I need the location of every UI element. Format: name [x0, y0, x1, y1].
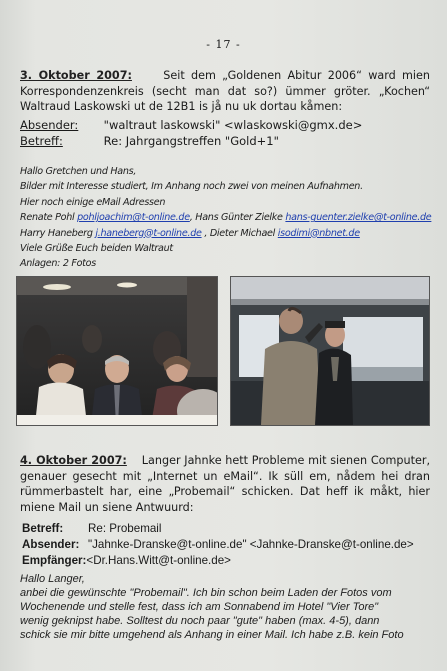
address-name: , Hans Günter Zielke [189, 212, 286, 224]
mail-1-line-2: Hier noch einige eMail Adressen [20, 196, 166, 208]
page-number: - 17 - [206, 38, 241, 51]
entry-2-paragraph [20, 453, 430, 515]
entry-1-sender-line [20, 117, 362, 133]
mail-2-line-2: Wochenende und stelle fest, dass ich am Sonnabend im Hotel "Vier Tore" [20, 601, 379, 613]
photo-men-on-boat-image [231, 277, 429, 425]
email-link[interactable]: isodimi@nbnet.de [277, 227, 360, 239]
recipient-value: <Dr.Hans.Witt@t-online.de> [86, 554, 231, 567]
photo-group-at-table-image [17, 277, 217, 425]
sender-value: "waltraut laskowski" <wlaskowski@gmx.de> [103, 118, 363, 132]
mail-1-greeting: Hallo Gretchen und Hans, [20, 166, 137, 177]
sender-value: "Jahnke-Dranske@t-online.de" <Jahnke-Dranske@t-online.de> [88, 538, 414, 551]
entry-1-paragraph [20, 68, 430, 115]
mail-1-line-1: Bilder mit Interesse studiert, Im Anhang noch zwei von meinen Aufnahmen. [20, 181, 363, 193]
sender-label: Absender: [22, 538, 80, 551]
entry-1-date: 3. Oktober 2007: [20, 69, 132, 82]
entry-2-date: 4. Oktober 2007: [20, 454, 127, 467]
address-name: Harry Haneberg [20, 227, 96, 239]
mail-2-line-4: schick sie mir bitte umgehend als Anhang in einer Mail. Ich habe z.B. kein Foto [20, 629, 404, 641]
entry-2-text: Langer Jahnke hett Probleme mit sienen Computer, genauer gesecht mit „Internet un eMail“. Ik süll em, nådem hei dran rümmerbastelt har, eine „Probemail“ schicken. Dat heff ik måkt, hier miene Mail un siene Antwuurd: [20, 454, 431, 514]
mail-1-body [20, 164, 440, 272]
entry-1-text: Seit dem „Goldenen Abitur 2006“ ward mien Korrespondenzenkreis (secht man dat so?) ümmer gröter. „Kochen“ Waltraud Laskowski ut de 12B1 is jå nu uk dortau kåmen: [20, 69, 430, 113]
entry-2-subject-line [22, 521, 161, 537]
address-name: , Dieter Michael [201, 227, 278, 239]
subject-label: Betreff: [20, 134, 63, 148]
photo-group-at-table [16, 276, 218, 426]
email-link[interactable]: hans-guenter.zielke@t-online.de [285, 212, 432, 224]
mail-1-closing: Viele Grüße Euch beiden Waltraut [20, 243, 173, 255]
address-name: Renate Pohl [20, 212, 78, 224]
entry-2-sender-line [22, 537, 414, 553]
mail-1-address-row-2 [20, 226, 440, 241]
photo-men-on-boat [230, 276, 430, 426]
email-link[interactable]: pohljoachim@t-online.de [77, 212, 190, 224]
subject-label: Betreff: [22, 522, 64, 535]
mail-2-greeting: Hallo Langer, [20, 573, 85, 585]
subject-value: Re: Probemail [88, 522, 162, 535]
sender-label: Absender: [20, 118, 79, 132]
mail-2-line-3: wenig geknipst habe. Solltest du noch paar "gute" haben (max. 4-5), dann [20, 615, 380, 627]
mail-1-address-row-1 [20, 210, 440, 225]
entry-2-recipient-line [22, 553, 231, 569]
email-link[interactable]: j.haneberg@t-online.de [95, 227, 202, 239]
mail-2-body [20, 572, 440, 642]
subject-value: Re: Jahrgangstreffen "Gold+1" [103, 134, 279, 148]
entry-1-subject-line [20, 133, 279, 149]
recipient-label: Empfänger: [22, 554, 87, 567]
mail-1-attachments: Anlagen: 2 Fotos [20, 258, 96, 270]
mail-2-line-1: anbei die gewünschte "Probemail". Ich bin schon beim Laden der Fotos vom [20, 587, 392, 599]
